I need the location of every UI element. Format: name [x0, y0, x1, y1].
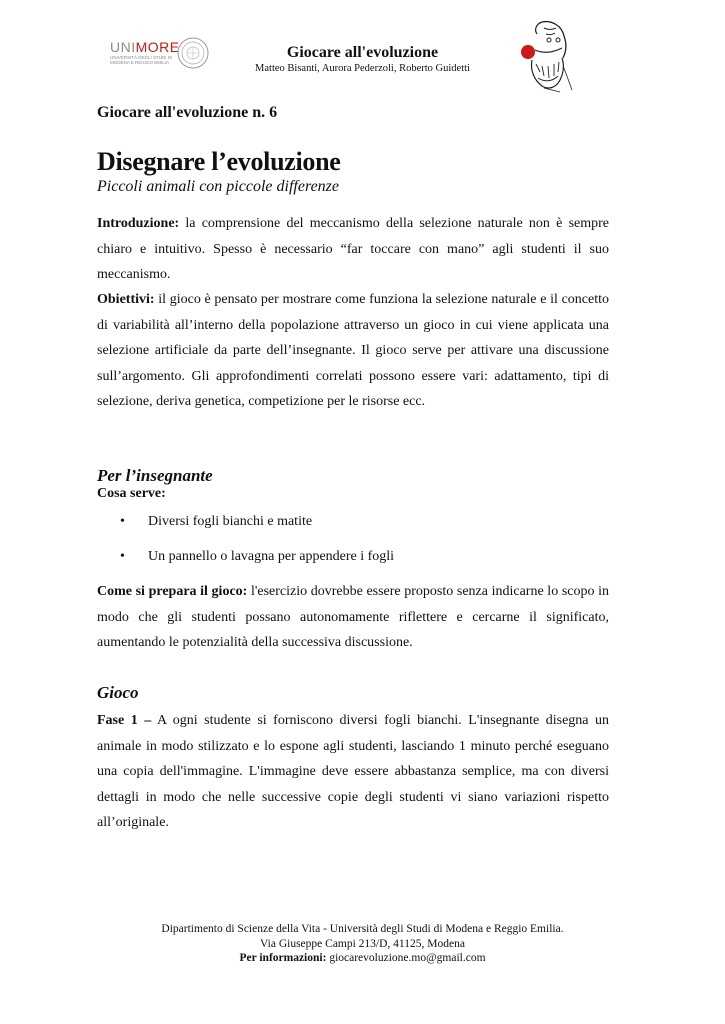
phase1-paragraph — [97, 708, 609, 836]
intro-paragraph — [97, 211, 609, 288]
preparation-paragraph — [97, 579, 609, 656]
footer-department: Dipartimento di Scienze della Vita - Università degli Studi di Modena e Reggio Emilia. — [161, 923, 564, 935]
needs-label: Cosa serve: — [97, 486, 166, 501]
footer-contact — [0, 951, 725, 966]
prep-text: l'esercizio dovrebbe essere proposto senza indicarne lo scopo in modo che gli studenti possano autonomamente riflettere e cercarne il significato, aumentando le potenzialità della successiva discussione. — [97, 584, 609, 650]
footer-info-label: Per informazioni: — [239, 952, 327, 964]
main-title: Disegnare l’evoluzione — [97, 147, 341, 176]
intro-text: la comprensione del meccanismo della selezione naturale non è sempre chiaro e intuitivo. Spesso è necessario “far toccare con mano” agli studenti il suo meccanismo. — [97, 216, 609, 282]
intro-label: Introduzione: — [97, 216, 180, 231]
bullet-icon: • — [120, 514, 125, 529]
bullet-icon: • — [120, 549, 125, 564]
list-item: Un pannello o lavagna per appendere i fogli — [148, 549, 395, 564]
header-authors: Matteo Bisanti, Aurora Pederzoli, Roberto Guidetti — [255, 63, 470, 74]
mascot-caricature-icon — [514, 18, 576, 94]
objectives-paragraph — [97, 287, 609, 415]
footer — [0, 922, 725, 966]
prep-label: Come si prepara il gioco: — [97, 584, 248, 599]
logo-more-text: MORE — [135, 39, 180, 55]
objectives-text: il gioco è pensato per mostrare come funziona la selezione naturale e il concetto di variabilità all’interno della popolazione attraverso un gioco in cui viene applicata una selezione artificiale da parte dell’insegnante. Il gioco serve per attivare una discussione sull’argomento. Gli approfondimenti correlati possono essere vari: adattamento, tipi di selezione, deriva genetica, competizione per le risorse ecc. — [97, 292, 609, 409]
phase1-text: A ogni studente si forniscono diversi fogli bianchi. L'insegnante disegna un animale in modo stilizzato e lo espone agli studenti, lasciando 1 minuto perché eseguano una copia dell'immagine. L'immagine deve essere abbastanza semplice, ma con diversi dettagli in modo che nelle successive copie degli studenti vi siano variazioni rispetto all’originale. — [97, 713, 609, 830]
footer-email[interactable]: giocarevoluzione.mo@gmail.com — [329, 952, 486, 964]
header-title: Giocare all'evoluzione — [286, 44, 439, 61]
subtitle: Piccoli animali con piccole differenze — [97, 178, 339, 195]
phase1-label: Fase 1 – — [97, 713, 152, 728]
footer-address: Via Giuseppe Campi 213/D, 41125, Modena — [260, 937, 465, 950]
series-title: Giocare all'evoluzione n. 6 — [97, 104, 278, 121]
logo-uni-text: UNI — [110, 39, 136, 55]
teacher-heading: Per l’insegnante — [97, 466, 213, 485]
logo-subtitle: UNIVERSITÀ DEGLI STUDI DI MODENA E REGGIO EMILIA — [110, 55, 173, 65]
objectives-label: Obiettivi: — [97, 292, 155, 307]
list-item: Diversi fogli bianchi e matite — [148, 514, 313, 529]
game-heading: Gioco — [97, 683, 139, 702]
